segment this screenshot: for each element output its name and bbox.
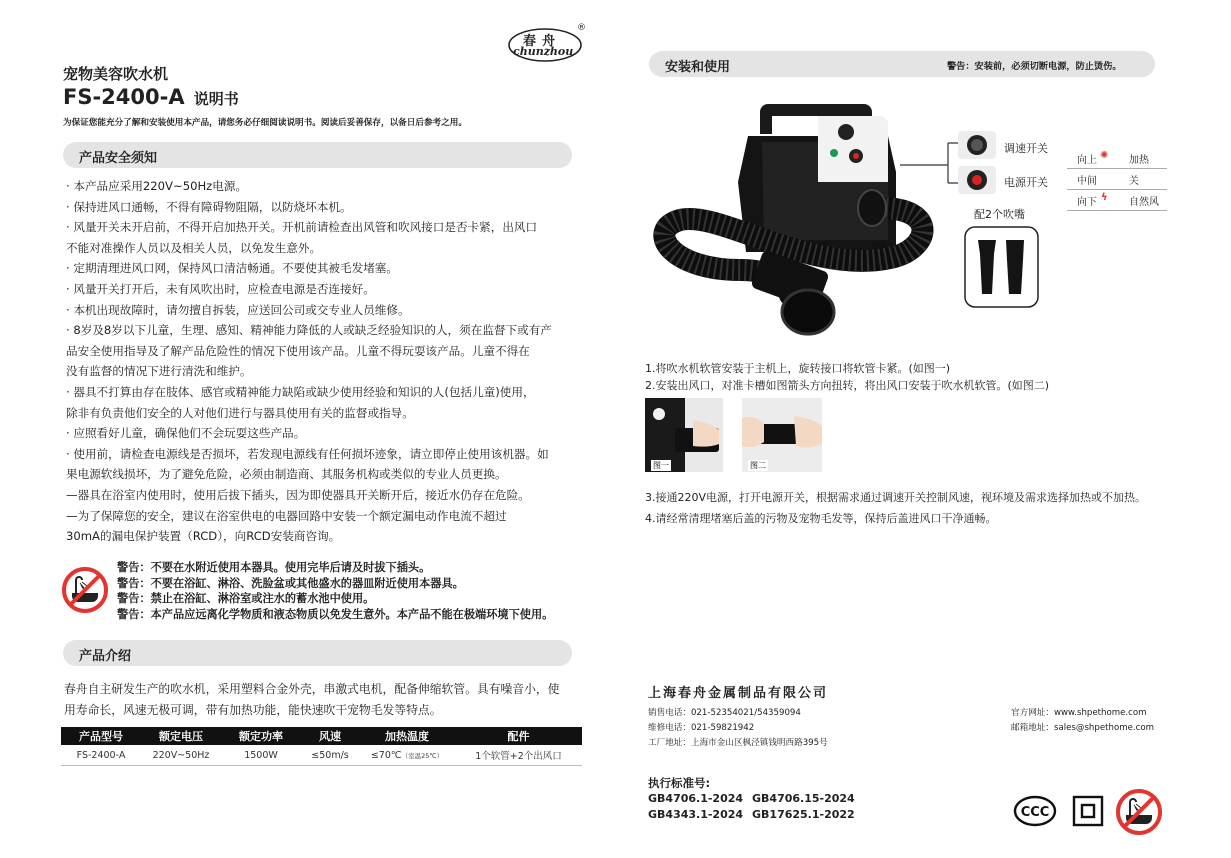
table-header: 额定功率 (221, 727, 301, 745)
section-bar-install (649, 51, 1155, 77)
speed-knob-icon (958, 131, 996, 159)
step-line: 1.将吹水机软管安装于主机上，旋转接口将软管卡紧。(如图一) (645, 362, 951, 375)
install-steps-bottom (645, 489, 1146, 527)
product-title: 宠物美容吹水机 (63, 65, 169, 83)
safety-line: · 使用前，请检查电源线是否损坏，若发现电源线有任何损坏迹象，请立即停止使用该机器。如 (66, 446, 549, 461)
table-header: 加热温度 (359, 727, 455, 745)
table-cell: FS-2400-A (61, 745, 141, 766)
table-header: 风速 (301, 727, 359, 745)
table-header: 产品型号 (61, 727, 141, 745)
safety-text (66, 176, 552, 547)
email-link[interactable]: 邮箱地址：sales@shpethome.com (1011, 723, 1154, 733)
warning-line: 警告：不要在浴缸、淋浴、洗脸盆或其他盛水的器皿附近使用本器具。 (117, 576, 464, 590)
intro-text (64, 679, 559, 720)
logo-registered: ® (577, 23, 586, 33)
section-heading: 产品介绍 (79, 649, 132, 664)
ccc-icon (1013, 795, 1057, 827)
figure-caption: 图二 (750, 461, 766, 470)
company-contacts (648, 706, 828, 751)
figure-caption: 图一 (653, 461, 669, 470)
table-cell-temp (359, 745, 455, 766)
bolt-icon: ϟ (1101, 192, 1108, 203)
standards-heading: 执行标准号: (648, 776, 711, 790)
model-title (63, 85, 239, 109)
standards-list (648, 791, 888, 823)
website-link[interactable]: 官方网址：www.shpethome.com (1011, 708, 1147, 718)
factory-address: 工厂地址：上海市金山区枫泾镇钱明西路395号 (648, 738, 828, 748)
company-name: 上海春舟金属制品有限公司 (648, 686, 829, 701)
intro-line: 用寿命长，风速无极可调，带有加热功能，能快速吹干宠物毛发等特点。 (64, 702, 442, 717)
safety-line: · 器具不打算由存在肢体、感官或精神能力缺陷或缺少使用经验和知识的人(包括儿童)使用， (66, 384, 535, 399)
sun-icon: ✺ (1100, 150, 1109, 161)
table-cell: ≤50m/s (301, 745, 359, 766)
table-header-row (61, 727, 582, 745)
safety-line: 品安全使用指导及了解产品危险性的情况下使用该产品。儿童不得玩耍该产品。儿童不得在 (66, 343, 530, 358)
no-bathtub-icon (1115, 788, 1163, 836)
step-line: 4.请经常清理堵塞后盖的污物及宠物毛发等，保持后盖进风口干净通畅。 (645, 512, 997, 525)
logo-cn-text: 春舟 (523, 34, 562, 49)
intro-line: 春舟自主研发生产的吹水机，采用塑料合金外壳，串激式电机，配备伸缩软管。具有噪音小，使 (64, 682, 560, 696)
no-bathtub-icon (61, 566, 109, 614)
step-line: 3.接通220V电源，打开电源开关，根据需求通过调速开关控制风速，视环境及需求选择加热或不加热。 (645, 491, 1147, 504)
mode-row (1067, 190, 1167, 211)
safety-line: · 定期清理进风口网，保持风口清洁畅通。不要使其被毛发堵塞。 (66, 261, 398, 276)
doc-label: 说明书 (193, 90, 239, 108)
safety-line: · 应照看好儿童，确保他们不会玩耍这些产品。 (66, 426, 306, 441)
callout-lines (900, 135, 960, 195)
safety-line: 没有监督的情况下进行清洗和维护。 (66, 364, 252, 379)
safety-line: 除非有负责他们安全的人对他们进行与器具使用有关的监督或指导。 (66, 405, 414, 420)
safety-line: · 8岁及8岁以下儿童，生理、感知、精神能力降低的人或缺乏经验知识的人，须在监督下或有产 (66, 323, 552, 338)
safety-line: · 风量开关未开启前，不得开启加热开关。开机前请检查出风管和吹风接口是否卡紧，出风口 (66, 220, 538, 235)
logo-en-text: chunzhou (513, 45, 574, 58)
figure-two (742, 398, 822, 472)
company-web (1011, 706, 1154, 736)
safety-line: · 保持进风口通畅，不得有障碍物阻隔，以防烧坏本机。 (66, 199, 352, 214)
standard-item: GB4706.1-2024 (648, 792, 744, 805)
safety-line: —为了保障您的安全，建议在浴室供电的电器回路中安装一个额定漏电动作电流不超过 (66, 508, 507, 523)
svg-text:CCC: CCC (1020, 805, 1050, 820)
standard-item: GB4343.1-2024 (648, 808, 744, 821)
power-knob-icon (958, 166, 996, 194)
mode-row (1067, 148, 1167, 169)
table-cell: 220V~50Hz (141, 745, 221, 766)
section-heading: 安装和使用 (665, 60, 731, 75)
dryer-image (650, 90, 950, 350)
install-steps-top (645, 360, 1049, 394)
nozzles-label: 配2个吹嘴 (974, 208, 1025, 221)
mode-row (1067, 169, 1167, 190)
mode-position: 向上 (1077, 155, 1097, 166)
spec-table (61, 727, 582, 766)
table-row (61, 745, 582, 766)
standard-item: GB17625.1-2022 (752, 808, 855, 821)
sales-phone: 销售电话：021-52354021/54359094 (648, 708, 801, 718)
safety-line: · 本产品应采用220V~50Hz电源。 (66, 179, 248, 193)
mode-function: 自然风 (1129, 197, 1159, 208)
mode-position: 向下 (1077, 197, 1097, 208)
table-cell: 1500W (221, 745, 301, 766)
install-warning: 警告：安装前，必须切断电源，防止烫伤。 (947, 61, 1122, 72)
standard-item: GB4706.15-2024 (752, 792, 855, 805)
table-cell: 1个软管+2个出风口 (455, 745, 582, 766)
step-line: 2.安装出风口，对准卡槽如图箭头方向扭转，将出风口安装于吹水机软管。(如图二) (645, 379, 1050, 392)
section-bar-intro (63, 640, 572, 666)
mode-position: 中间 (1077, 176, 1097, 187)
speed-switch-label: 调速开关 (1004, 142, 1048, 155)
safety-line: 不能对准操作人员以及相关人员，以免发生意外。 (66, 240, 322, 255)
mode-function: 关 (1129, 176, 1139, 187)
safety-line: 30mA的漏电保护装置（RCD），向RCD安装商咨询。 (66, 529, 341, 544)
brand-logo (507, 25, 587, 65)
mode-table (1067, 148, 1167, 211)
figure-one (645, 398, 723, 472)
intro-note: 为保证您能充分了解和安装使用本产品，请您务必仔细阅读说明书。阅读后妥善保存，以备日后参考之用。 (63, 118, 467, 128)
section-heading: 产品安全须知 (79, 151, 158, 166)
table-header: 配件 (455, 727, 582, 745)
service-phone: 维修电话：021-59821942 (648, 723, 755, 733)
power-switch-label: 电源开关 (1004, 176, 1048, 189)
temp-value: ≤70℃ (370, 749, 402, 761)
safety-line: 果电源软线损坏，为了避免危险，必须由制造商、其服务机构或类似的专业人员更换。 (66, 467, 507, 482)
nozzles-image (964, 226, 1039, 308)
table-header: 额定电压 (141, 727, 221, 745)
safety-line: · 本机出现故障时，请勿擅自拆装，应送回公司或交专业人员维修。 (66, 302, 410, 317)
temp-note: （室温25℃） (401, 751, 444, 760)
safety-line: · 风量开关打开后，未有风吹出时，应检查电源是否连接好。 (66, 281, 375, 296)
safety-line: —器具在浴室内使用时，使用后拔下插头，因为即使器具开关断开后，接近水仍存在危险。 (66, 487, 530, 502)
model-number: FS-2400-A (63, 85, 185, 109)
warning-line: 警告：本产品应远离化学物质和液态物质以免发生意外。本产品不能在极端环境下使用。 (117, 607, 554, 621)
section-bar-safety (63, 142, 572, 168)
mode-function: 加热 (1129, 155, 1149, 166)
warning-block (117, 560, 553, 622)
warning-line: 警告：不要在水附近使用本器具。使用完毕后请及时拔下插头。 (117, 561, 431, 574)
warning-line: 警告：禁止在浴缸、淋浴室或注水的蓄水池中使用。 (117, 592, 375, 605)
double-insulation-icon (1072, 795, 1104, 827)
